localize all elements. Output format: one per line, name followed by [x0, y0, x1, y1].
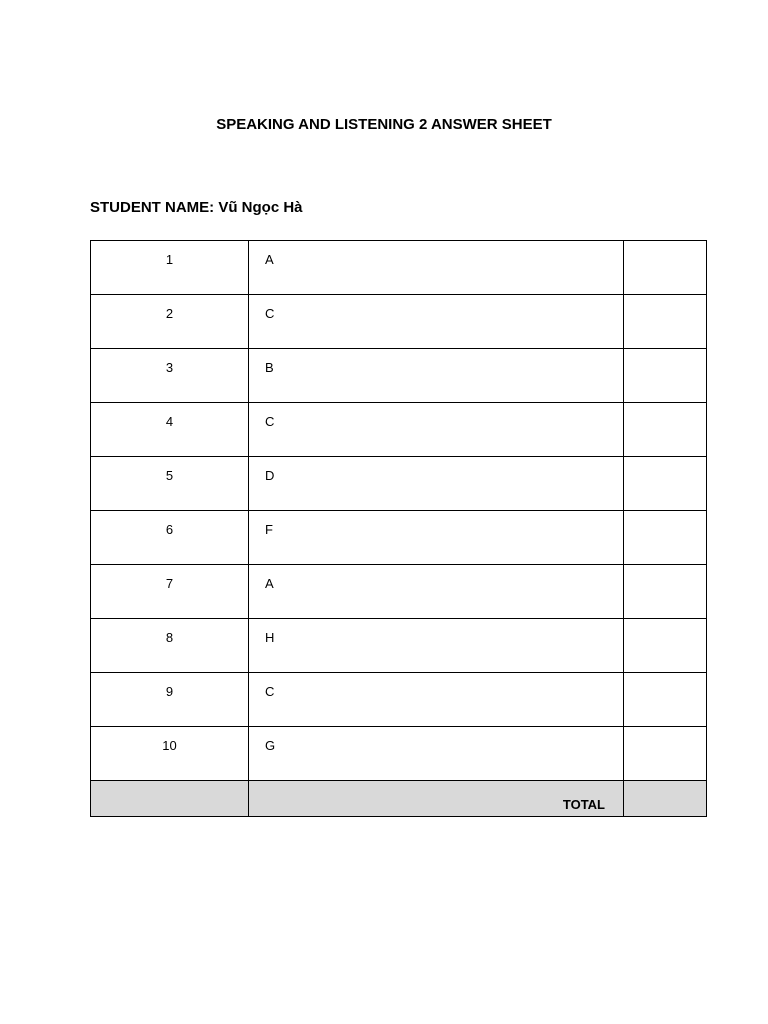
- answer-text: A: [265, 252, 274, 267]
- question-number-cell: [91, 727, 249, 781]
- score-cell: [624, 673, 707, 727]
- question-number: 5: [165, 468, 174, 483]
- question-number-cell: [91, 673, 249, 727]
- answer-cell: [249, 349, 624, 403]
- score-cell: [624, 727, 707, 781]
- answer-cell: [249, 619, 624, 673]
- total-value-cell: [624, 781, 707, 817]
- score-cell: [624, 403, 707, 457]
- question-number-cell: [91, 619, 249, 673]
- answer-cell: [249, 511, 624, 565]
- question-number: 9: [165, 684, 174, 699]
- score-cell: [624, 349, 707, 403]
- table-row: [91, 403, 707, 457]
- table-row: [91, 565, 707, 619]
- answer-cell: [249, 403, 624, 457]
- answer-cell: [249, 673, 624, 727]
- question-number-cell: [91, 457, 249, 511]
- score-cell: [624, 457, 707, 511]
- answer-text: G: [265, 738, 276, 753]
- answer-text: C: [265, 684, 275, 699]
- score-cell: [624, 241, 707, 295]
- answer-text: F: [265, 522, 273, 537]
- question-number: 4: [165, 414, 174, 429]
- answer-text: C: [265, 414, 275, 429]
- question-number-cell: [91, 241, 249, 295]
- table-row: [91, 511, 707, 565]
- total-label-cell: [249, 781, 624, 817]
- question-number-cell: [91, 565, 249, 619]
- page-title: SPEAKING AND LISTENING 2 ANSWER SHEET: [216, 116, 552, 133]
- score-cell: [624, 295, 707, 349]
- question-number: 6: [165, 522, 174, 537]
- question-number: 10: [162, 738, 177, 753]
- answer-cell: [249, 241, 624, 295]
- table-row: [91, 727, 707, 781]
- total-label: TOTAL: [562, 796, 605, 812]
- table-row: [91, 349, 707, 403]
- answer-cell: [249, 295, 624, 349]
- question-number: 1: [165, 252, 174, 267]
- answer-table: [90, 240, 707, 817]
- answer-cell: [249, 727, 624, 781]
- question-number-cell: [91, 295, 249, 349]
- table-row: [91, 457, 707, 511]
- score-cell: [624, 511, 707, 565]
- question-number-cell: [91, 349, 249, 403]
- answer-text: C: [265, 306, 275, 321]
- student-name: STUDENT NAME: Vũ Ngọc Hà: [90, 199, 303, 216]
- question-number: 7: [165, 576, 174, 591]
- answer-cell: [249, 457, 624, 511]
- table-row: [91, 295, 707, 349]
- table-row: [91, 241, 707, 295]
- answer-text: D: [265, 468, 275, 483]
- score-cell: [624, 565, 707, 619]
- question-number-cell: [91, 403, 249, 457]
- total-empty-cell: [91, 781, 249, 817]
- score-cell: [624, 619, 707, 673]
- answer-text: H: [265, 630, 275, 645]
- table-row: [91, 673, 707, 727]
- question-number-cell: [91, 511, 249, 565]
- question-number: 2: [165, 306, 174, 321]
- answer-cell: [249, 565, 624, 619]
- answer-text: A: [265, 576, 274, 591]
- table-row: [91, 619, 707, 673]
- question-number: 8: [165, 630, 174, 645]
- total-row: [91, 781, 707, 817]
- answer-text: B: [265, 360, 274, 375]
- question-number: 3: [165, 360, 174, 375]
